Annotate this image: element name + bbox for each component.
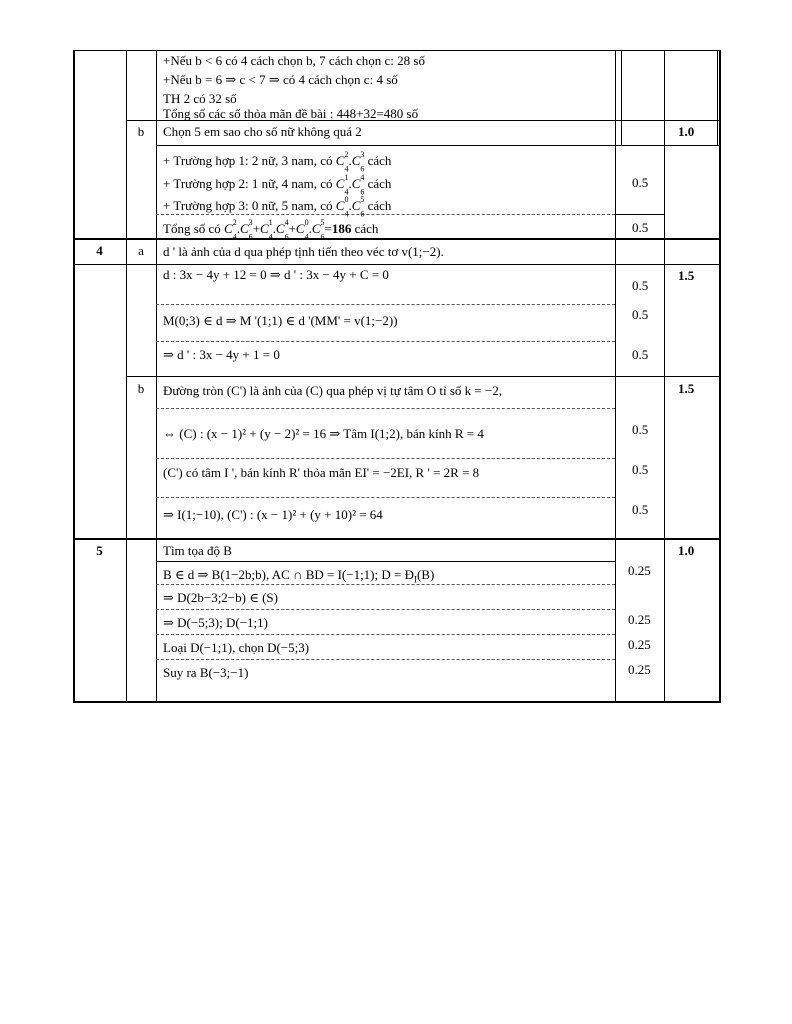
text-line: +Nếu b = 6 ⇒ c < 7 ⇒ có 4 cách chọn c: 4 số — [163, 72, 398, 87]
part-label: b — [137, 124, 145, 139]
score-value: 0.5 — [632, 347, 649, 362]
text-line: TH 2 có 32 số — [163, 91, 237, 106]
math-line: ⇒ I(1;−10), (C') : (x − 1)² + (y + 10)² = 64 — [163, 507, 383, 522]
row-line-q4b — [126, 376, 721, 377]
score-value: 0.5 — [632, 278, 649, 293]
case-tail: cách — [367, 176, 392, 192]
points-inner-line — [717, 50, 718, 146]
part-label: b — [137, 381, 145, 396]
case-line: + Trường hợp 2: 1 nữ, 4 nam, có $C^1$ $_4.C^4$ $_6$ cách — [163, 173, 392, 197]
text-heading: Tìm tọa độ B — [163, 543, 232, 558]
dash-q4a-1 — [156, 304, 615, 305]
text-line: +Nếu b < 6 có 4 cách chọn b, 7 cách chọn c: 28 số — [163, 53, 425, 68]
points-value: 1.0 — [678, 124, 695, 139]
math-line: Suy ra B(−3;−1) — [163, 665, 249, 680]
dash-q5-3 — [156, 634, 615, 635]
dash-q5-2 — [156, 609, 615, 610]
row-line-3b-cases — [156, 145, 721, 146]
score-inner-line — [621, 50, 622, 146]
text-heading: Đường tròn (C') là ảnh của (C) qua phép vị tự tâm O tỉ số k = −2, — [163, 383, 503, 398]
case-text: + Trường hợp 3: 0 nữ, 5 nam, có — [163, 198, 333, 214]
score-value: 0.25 — [628, 612, 651, 627]
score-value: 0.25 — [628, 662, 651, 677]
part-label: a — [138, 243, 144, 258]
total-prefix: Tổng số có — [163, 221, 221, 237]
score-value: 0.5 — [632, 422, 649, 437]
table-border-left — [73, 50, 75, 702]
math-line: ⇒ d ' : 3x − 4y + 1 = 0 — [163, 347, 280, 362]
dash-q4b-2 — [156, 458, 615, 459]
case-tail: cách — [367, 153, 392, 169]
score-line-3b — [615, 214, 664, 215]
row-line-q5-heading — [156, 561, 615, 562]
text-heading: Chọn 5 em sao cho số nữ không quá 2 — [163, 124, 362, 139]
total-suffix: cách — [354, 221, 379, 237]
text-heading: d ' là ảnh của d qua phép tịnh tiến theo véc tơ v(1;−2). — [163, 244, 444, 259]
total-line: Tổng số có $C^2$ $_4.C^3$ $_6+C^1$ $_4.C^4$ $_6+C^0$ $_4.C^5$ $_6$=186 cách — [163, 218, 379, 242]
case-text: + Trường hợp 1: 2 nữ, 3 nam, có — [163, 153, 333, 169]
points-value: 1.0 — [678, 543, 695, 558]
math-line — [163, 567, 434, 588]
math-line: M(0;3) ∈ d ⇒ M '(1;1) ∈ d '(MM' = v(1;−2)) — [163, 313, 398, 328]
math-line: d : 3x − 4y + 12 = 0 ⇒ d ' : 3x − 4y + C = 0 — [163, 267, 389, 282]
dash-q5-4 — [156, 659, 615, 660]
dash-q4a-2 — [156, 341, 615, 342]
row-line-q5 — [73, 538, 721, 540]
table-top — [73, 50, 721, 51]
total-value: 186 — [331, 221, 352, 237]
dash-q4b-1 — [156, 408, 615, 409]
score-value: 0.25 — [628, 637, 651, 652]
math-line: (C') có tâm I ', bán kính R' thỏa mãn EI' = −2EI, R ' = 2R = 8 — [163, 465, 480, 480]
case-tail: cách — [367, 198, 392, 214]
score-value: 0.5 — [632, 220, 649, 235]
score-value: 0.5 — [632, 502, 649, 517]
table-bottom — [73, 701, 721, 703]
math-text: B ∈ d ⇒ B(1−2b;b), AC ∩ BD = I(−1;1); D = Đ — [163, 567, 414, 582]
points-value: 1.5 — [678, 381, 695, 396]
text-line: Tổng số các số thỏa mãn đề bài : 448+32=480 số — [163, 106, 419, 121]
math-line: ⇔ (C) : (x − 1)² + (y − 2)² = 16 ⇒ Tâm I(1;2), bán kính R = 4 — [163, 426, 484, 441]
points-value: 1.5 — [678, 268, 695, 283]
math-line: Loại D(−1;1), chọn D(−5;3) — [163, 640, 310, 655]
score-value: 0.25 — [628, 563, 651, 578]
question-number: 5 — [96, 543, 103, 558]
score-value: 0.5 — [632, 462, 649, 477]
case-line: + Trường hợp 3: 0 nữ, 5 nam, có $C^0$ $_4.C^5$ $_6$ cách — [163, 195, 392, 219]
score-value: 0.5 — [632, 307, 649, 322]
math-line: ⇒ D(−5;3); D(−1;1) — [163, 615, 268, 630]
question-number: 4 — [96, 243, 103, 258]
math-subscript: I — [413, 574, 417, 585]
math-line: ⇒ D(2b−3;2−b) ∈ (S) — [163, 590, 278, 605]
dash-q4b-3 — [156, 497, 615, 498]
case-line: + Trường hợp 1: 2 nữ, 3 nam, có $C^2$ $_4.C^3$ $_6$ cách — [163, 150, 392, 174]
row-line-q4-heading — [73, 264, 721, 265]
score-value: 0.5 — [632, 175, 649, 190]
case-text: + Trường hợp 2: 1 nữ, 4 nam, có — [163, 176, 333, 192]
math-text: (B) — [416, 567, 435, 582]
